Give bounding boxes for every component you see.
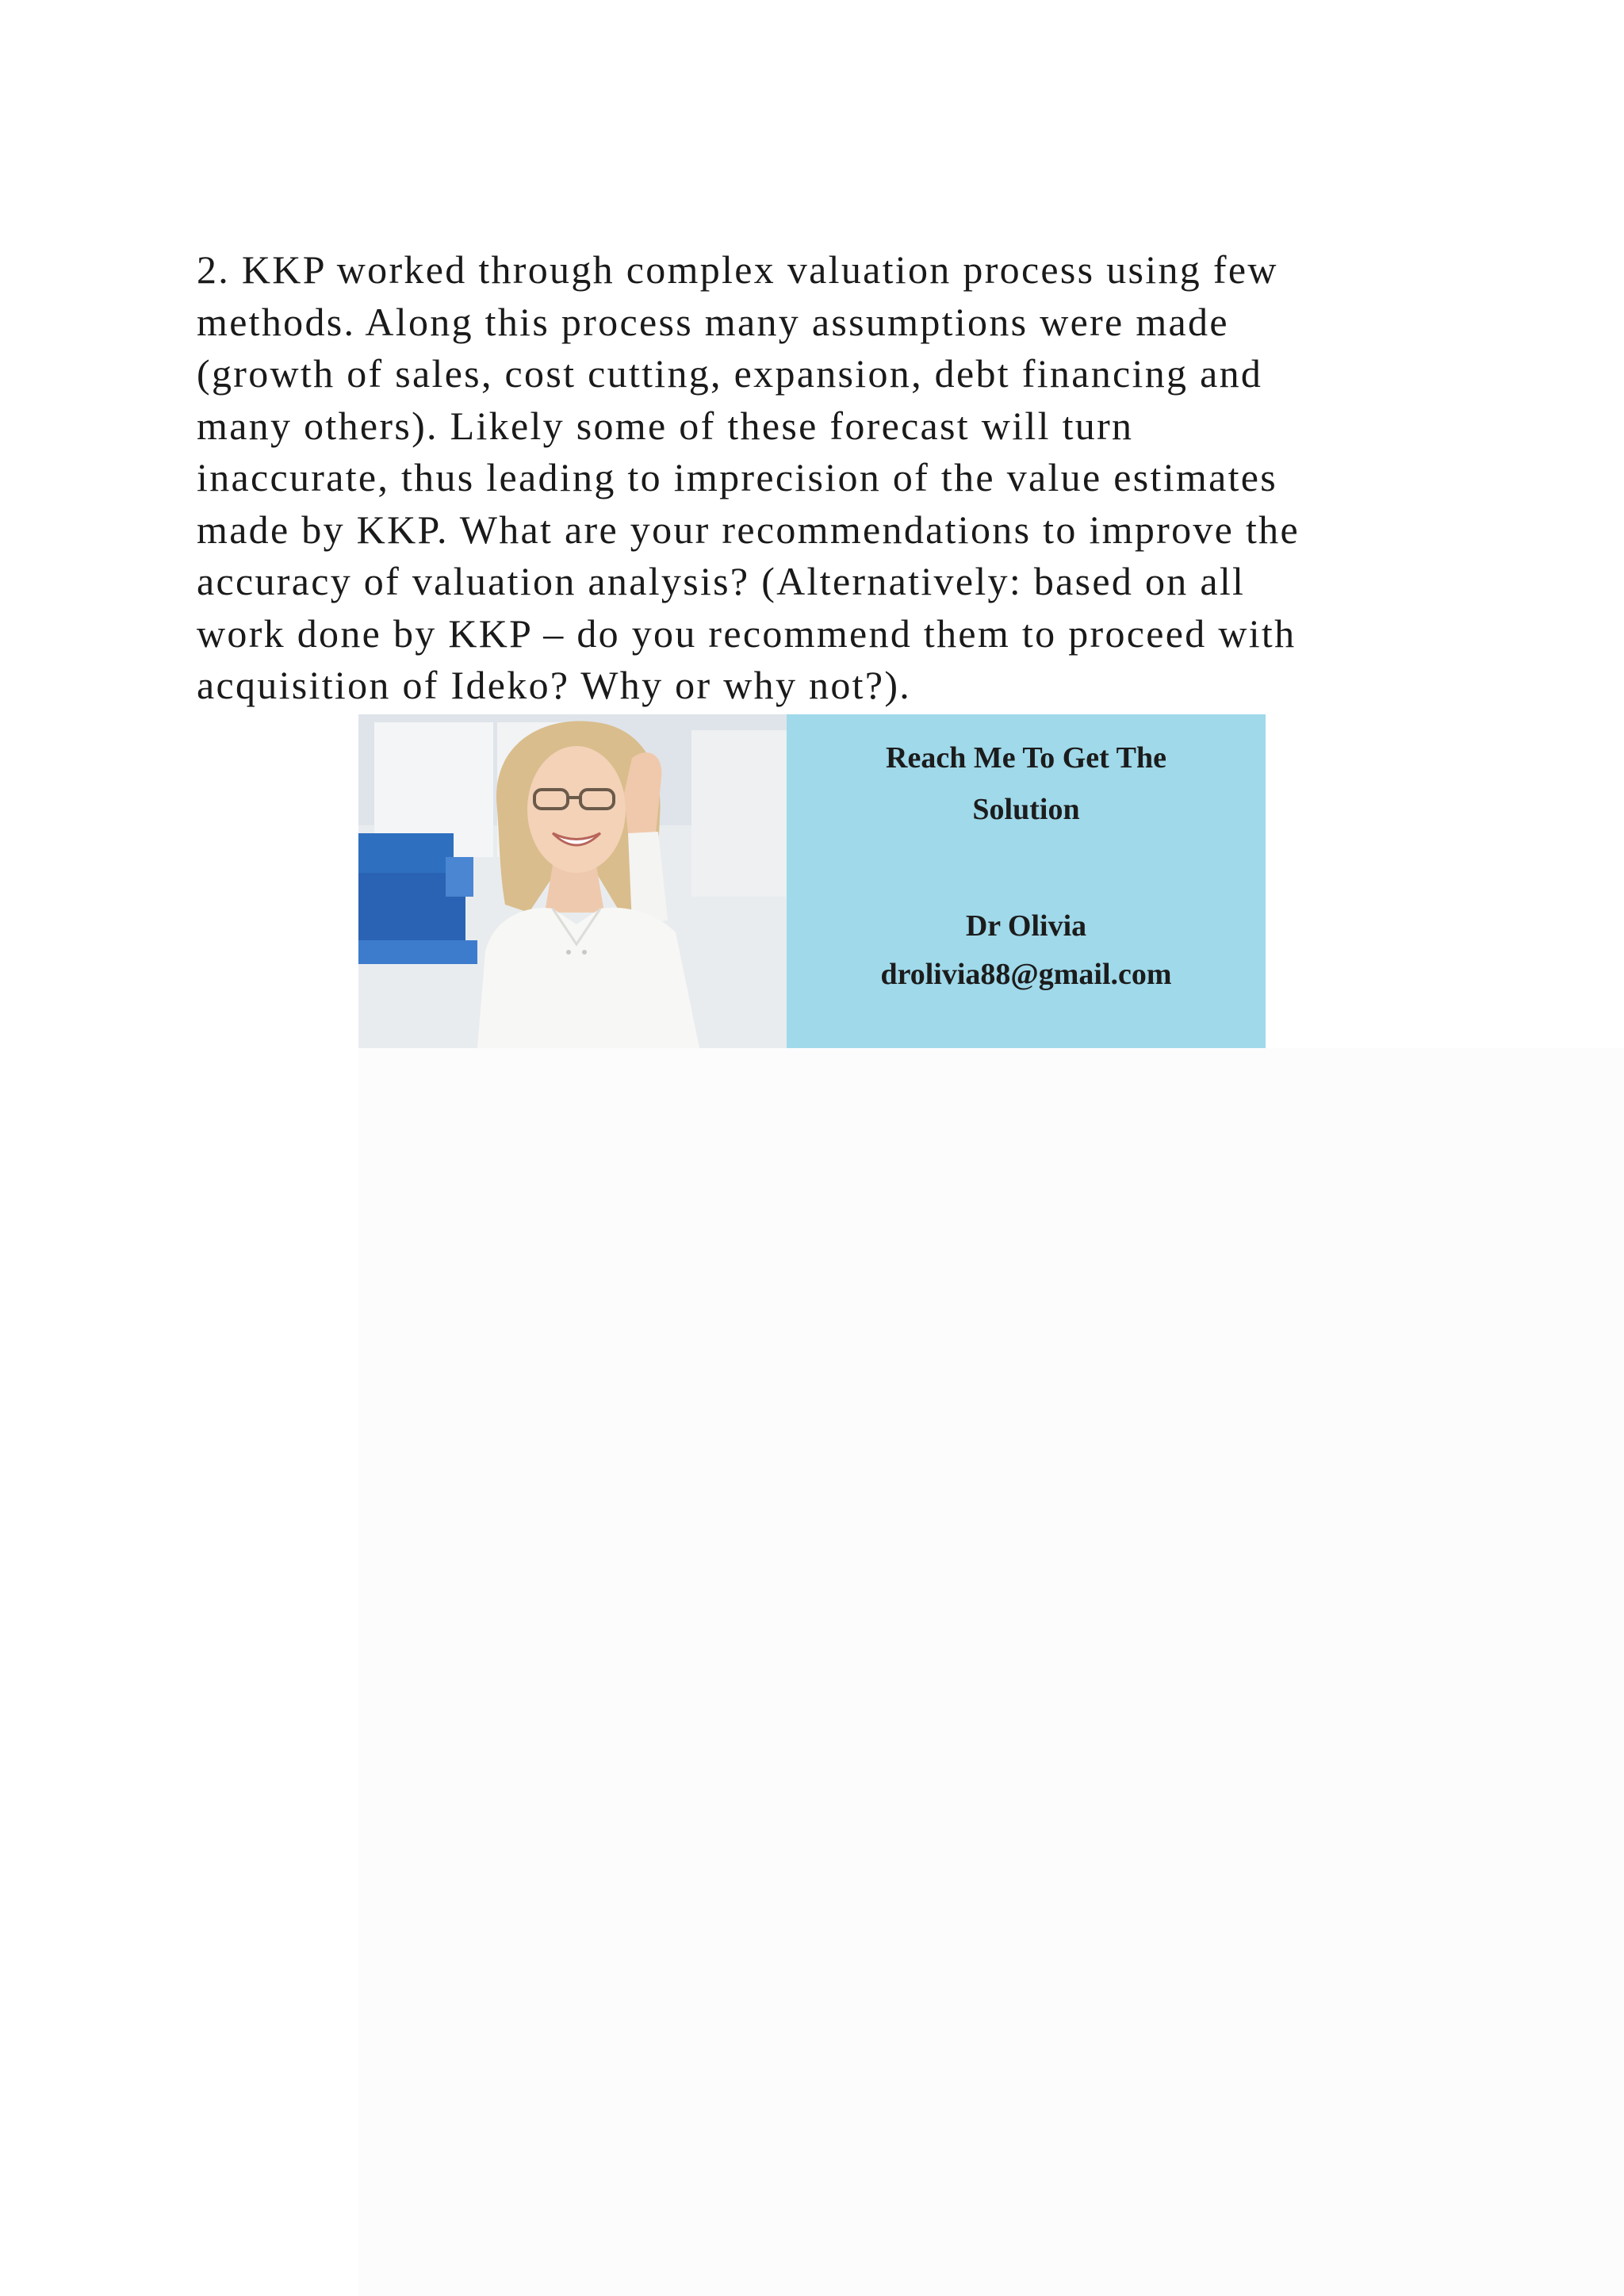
paragraph-line: inaccurate, thus leading to imprecision of the value estimates bbox=[197, 455, 1278, 499]
woman-photo bbox=[358, 714, 787, 1048]
contact-email: drolivia88@gmail.com bbox=[880, 958, 1172, 991]
paragraph-line: accuracy of valuation analysis? (Alternatively: based on all bbox=[197, 559, 1246, 603]
paragraph-line: made by KKP. What are your recommendations to improve the bbox=[197, 507, 1300, 552]
contact-banner bbox=[358, 714, 1266, 1048]
paragraph-line: many others). Likely some of these forecast will turn bbox=[197, 403, 1134, 448]
contact-panel bbox=[787, 714, 1266, 1048]
question-paragraph bbox=[197, 244, 1434, 712]
paragraph-line: methods. Along this process many assumptions were made bbox=[197, 299, 1229, 344]
contact-name: Dr Olivia bbox=[965, 909, 1087, 943]
page-background-panel bbox=[358, 1048, 1624, 2296]
paragraph-line: (growth of sales, cost cutting, expansion, debt financing and bbox=[197, 351, 1263, 396]
cta-heading-line-1: Reach Me To Get The bbox=[886, 741, 1166, 775]
paragraph-line: work done by KKP – do you recommend them to proceed with bbox=[197, 610, 1297, 656]
paragraph-line: acquisition of Ideko? Why or why not?). bbox=[197, 663, 912, 707]
cta-heading-line-2: Solution bbox=[972, 793, 1080, 826]
paragraph-line: 2. KKP worked through complex valuation process using few bbox=[197, 247, 1278, 292]
